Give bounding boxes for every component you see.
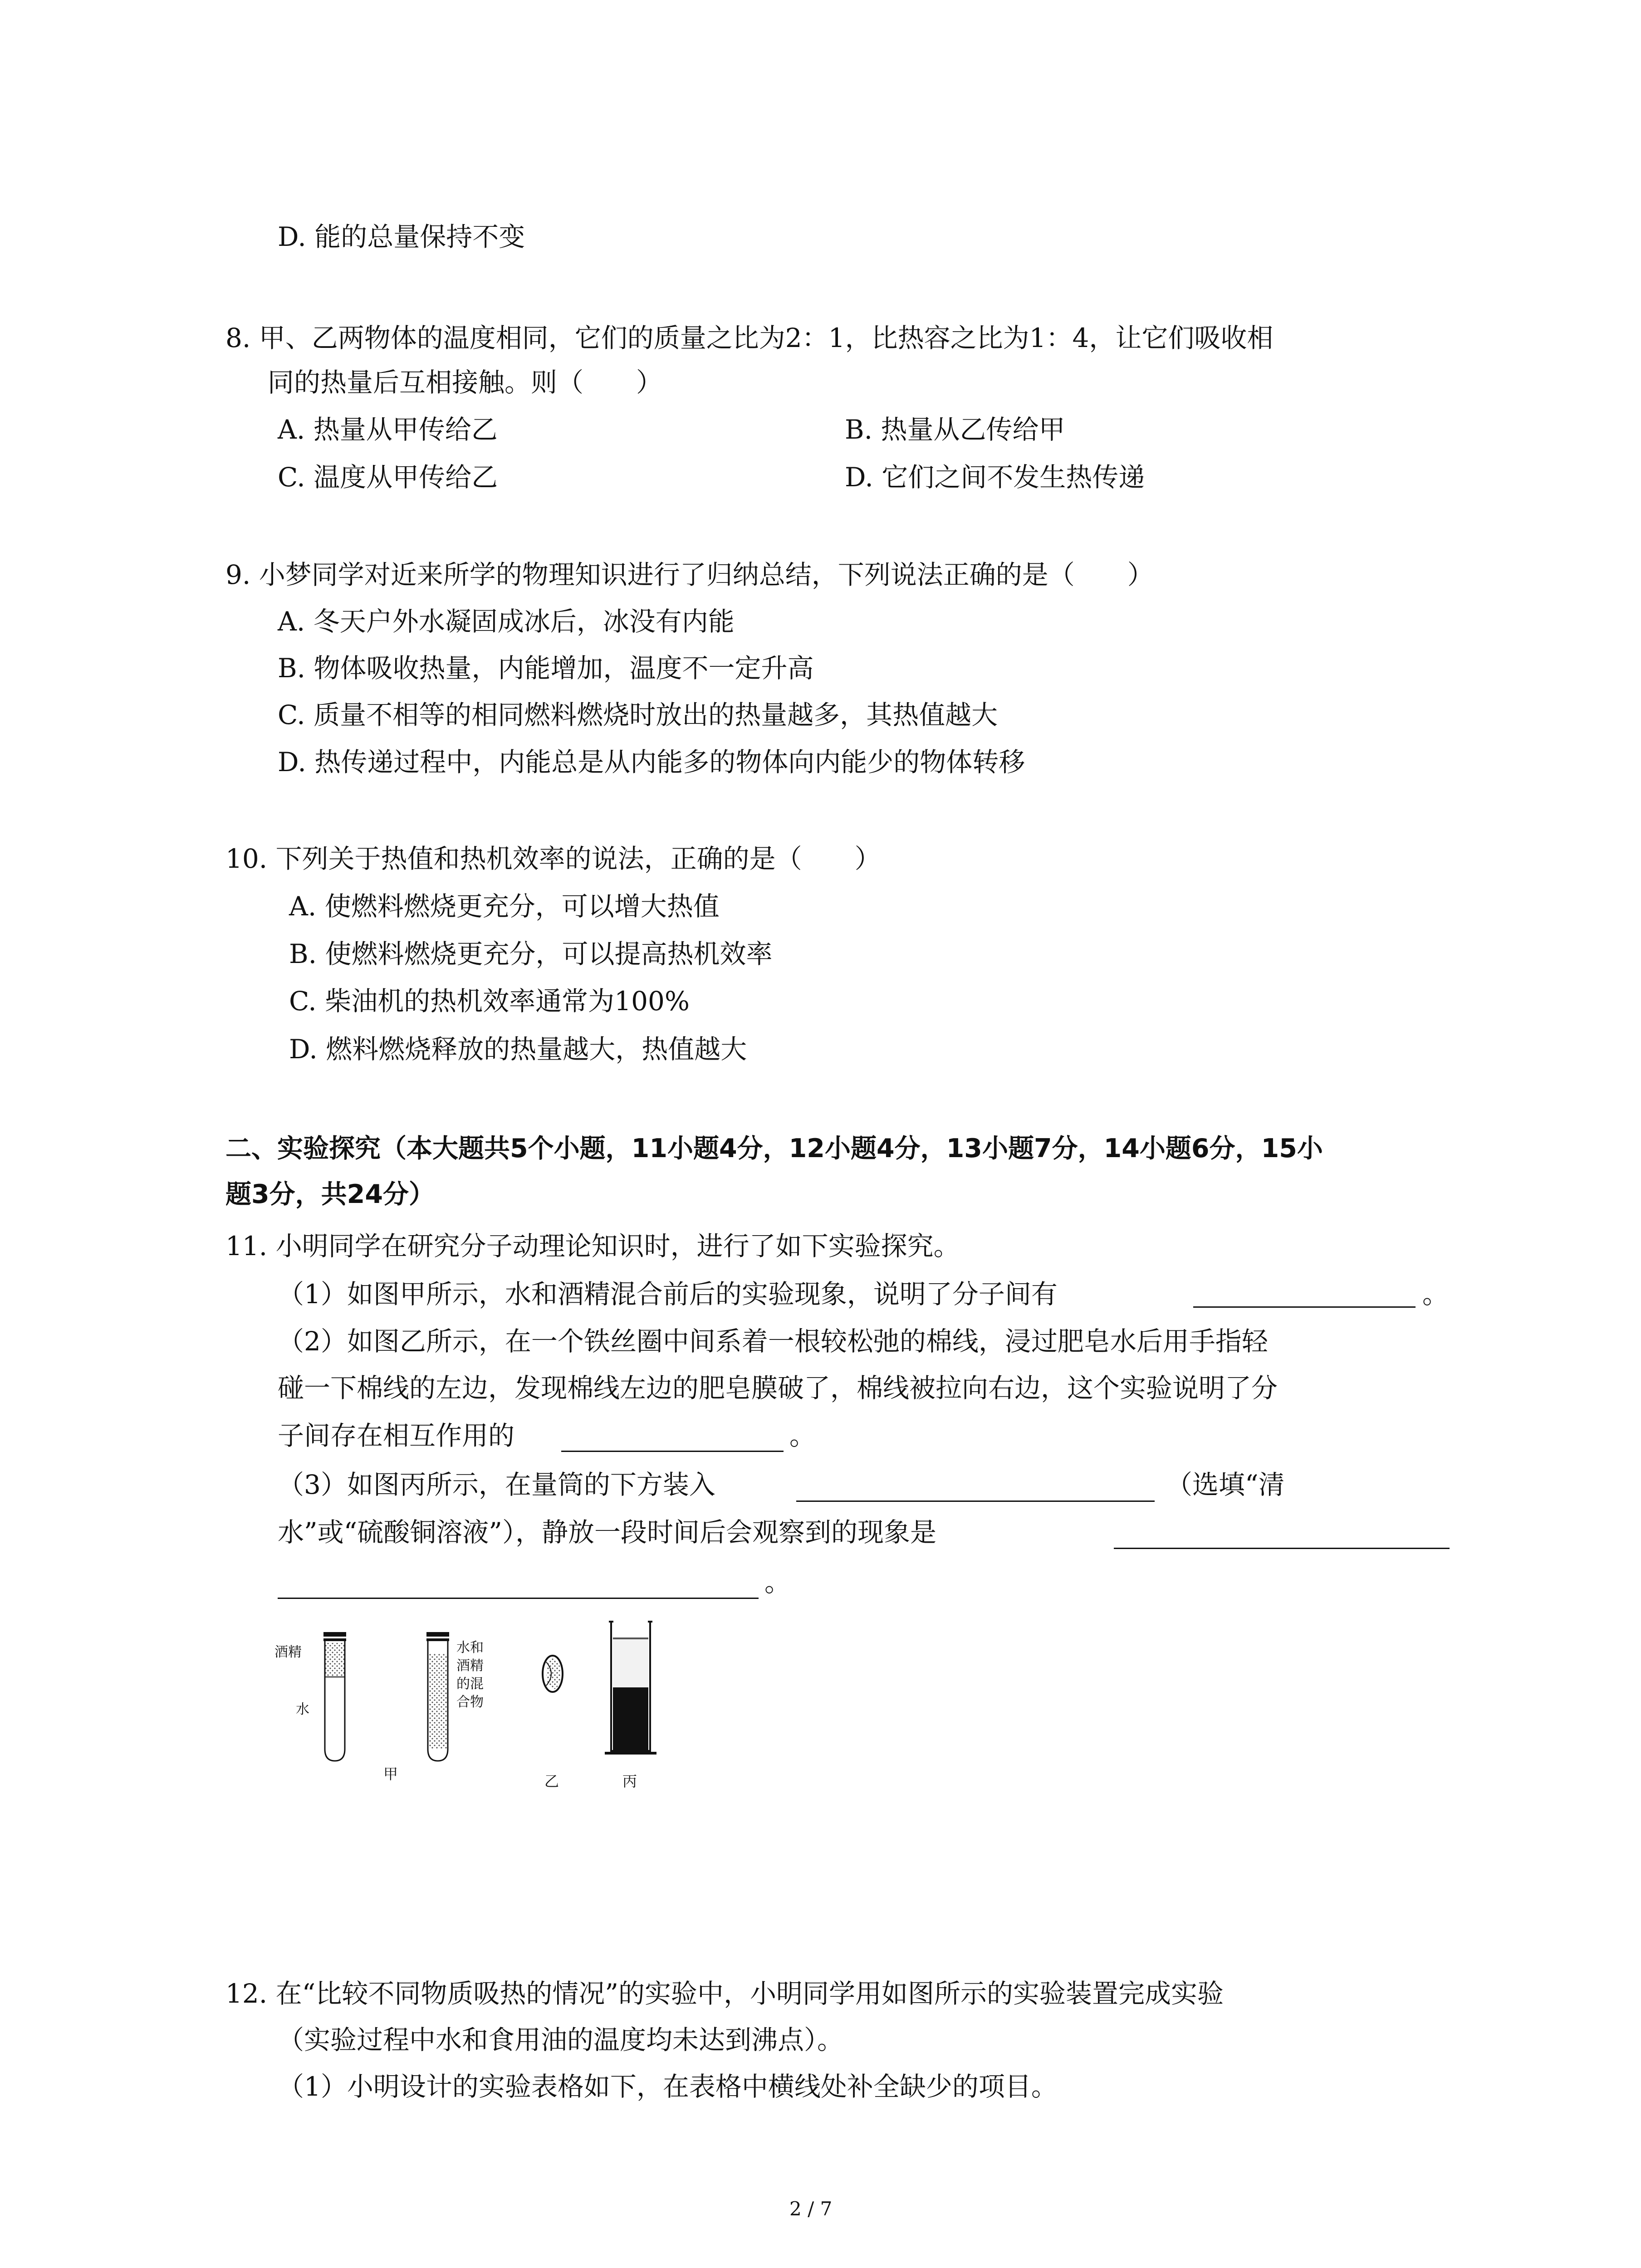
test-tube-before-mixing <box>323 1632 346 1761</box>
q11-part3-line2: 水”或“硫酸铜溶液”），静放一段时间后会观察到的现象是 <box>278 1517 936 1548</box>
label-mixture-3: 的混 <box>456 1676 484 1692</box>
q12-part1: （1）小明设计的实验表格如下，在表格中横线处补全缺少的项目。 <box>278 2071 1058 2102</box>
q11-part2-line1: （2）如图乙所示，在一个铁丝圈中间系着一根较松弛的棉线，浸过肥皂水后用手指轻 <box>278 1326 1268 1357</box>
q12-stem-line2: （实验过程中水和食用油的温度均未达到沸点）。 <box>278 2024 844 2055</box>
label-mixture-2: 酒精 <box>456 1658 484 1674</box>
test-tube-after-mixing <box>426 1632 449 1761</box>
q11-stem: 11. 小明同学在研究分子动理论知识时，进行了如下实验探究。 <box>225 1231 960 1261</box>
q8-stem-line1: 8. 甲、乙两物体的温度相同，它们的质量之比为2：1，比热容之比为1：4，让它们吸收相 <box>225 323 1274 353</box>
caption-jia: 甲 <box>383 1765 398 1783</box>
graduated-cylinder <box>605 1622 656 1753</box>
q8-option-b: B. 热量从乙传给甲 <box>845 414 1065 445</box>
q9-stem: 9. 小梦同学对近来所学的物理知识进行了归纳总结，下列说法正确的是（ ） <box>225 559 1154 590</box>
q10-option-c: C. 柴油机的热机效率通常为100% <box>289 986 690 1017</box>
q9-option-b: B. 物体吸收热量，内能增加，温度不一定升高 <box>278 653 814 684</box>
q11-part3-line1: （3）如图丙所示，在量筒的下方装入 <box>278 1469 715 1500</box>
q8-option-d: D. 它们之间不发生热传递 <box>845 462 1145 493</box>
q10-option-b: B. 使燃料燃烧更充分，可以提高热机效率 <box>289 938 773 969</box>
q8-stem-line2: 同的热量后互相接触。则（ ） <box>268 367 663 398</box>
section-heading-line1: 二、实验探究（本大题共5个小题，11小题4分，12小题4分，13小题7分，14小题6分，15小 <box>225 1134 1323 1163</box>
q12-stem-line1: 12. 在“比较不同物质吸热的情况”的实验中，小明同学用如图所示的实验装置完成实验 <box>225 1978 1224 2009</box>
q11-part3-answer-blank2[interactable] <box>1114 1548 1450 1549</box>
label-water: 水 <box>296 1701 309 1717</box>
q7-option-d: D. 能的总量保持不变 <box>278 221 525 252</box>
q11-part2-answer-blank[interactable] <box>561 1451 784 1452</box>
caption-yi: 乙 <box>544 1773 559 1790</box>
q11-part1-answer-blank[interactable] <box>1193 1306 1416 1308</box>
q10-option-a: A. 使燃料燃烧更充分，可以增大热值 <box>289 891 720 922</box>
label-mixture-4: 合物 <box>456 1694 484 1710</box>
q9-option-c: C. 质量不相等的相同燃料燃烧时放出的热量越多，其热值越大 <box>278 699 998 730</box>
q10-stem: 10. 下列关于热值和热机效率的说法，正确的是（ ） <box>225 843 881 874</box>
q11-part2-end: 。 <box>789 1420 816 1451</box>
q11-part3-answer-blank3[interactable] <box>278 1598 759 1599</box>
q11-part2-line3: 子间存在相互作用的 <box>278 1420 515 1451</box>
caption-bing: 丙 <box>622 1773 637 1790</box>
q9-option-d: D. 热传递过程中，内能总是从内能多的物体向内能少的物体转移 <box>278 747 1025 777</box>
q9-option-a: A. 冬天户外水凝固成冰后，冰没有内能 <box>278 606 735 637</box>
q11-part1: （1）如图甲所示，水和酒精混合前后的实验现象，说明了分子间有 <box>278 1279 1058 1310</box>
q11-part3-line1-end: （选填“清 <box>1166 1469 1285 1500</box>
label-mixture-1: 水和 <box>456 1640 484 1656</box>
section-heading-line2: 题3分，共24分） <box>225 1179 435 1209</box>
wire-loop-soap-film <box>543 1656 563 1692</box>
q11-part3-answer-blank1[interactable] <box>796 1501 1155 1502</box>
label-alcohol: 酒精 <box>274 1644 302 1660</box>
q11-part2-line2: 碰一下棉线的左边，发现棉线左边的肥皂膜破了，棉线被拉向右边，这个实验说明了分 <box>278 1373 1278 1403</box>
page-number: 2 / 7 <box>789 2198 833 2220</box>
q10-option-d: D. 燃料燃烧释放的热量越大，热值越大 <box>289 1034 747 1065</box>
q11-part3-end: 。 <box>764 1567 791 1598</box>
q11-figure <box>272 1615 726 1796</box>
q8-option-c: C. 温度从甲传给乙 <box>278 462 498 493</box>
q11-part1-end: 。 <box>1422 1279 1449 1310</box>
q8-option-a: A. 热量从甲传给乙 <box>278 414 498 445</box>
